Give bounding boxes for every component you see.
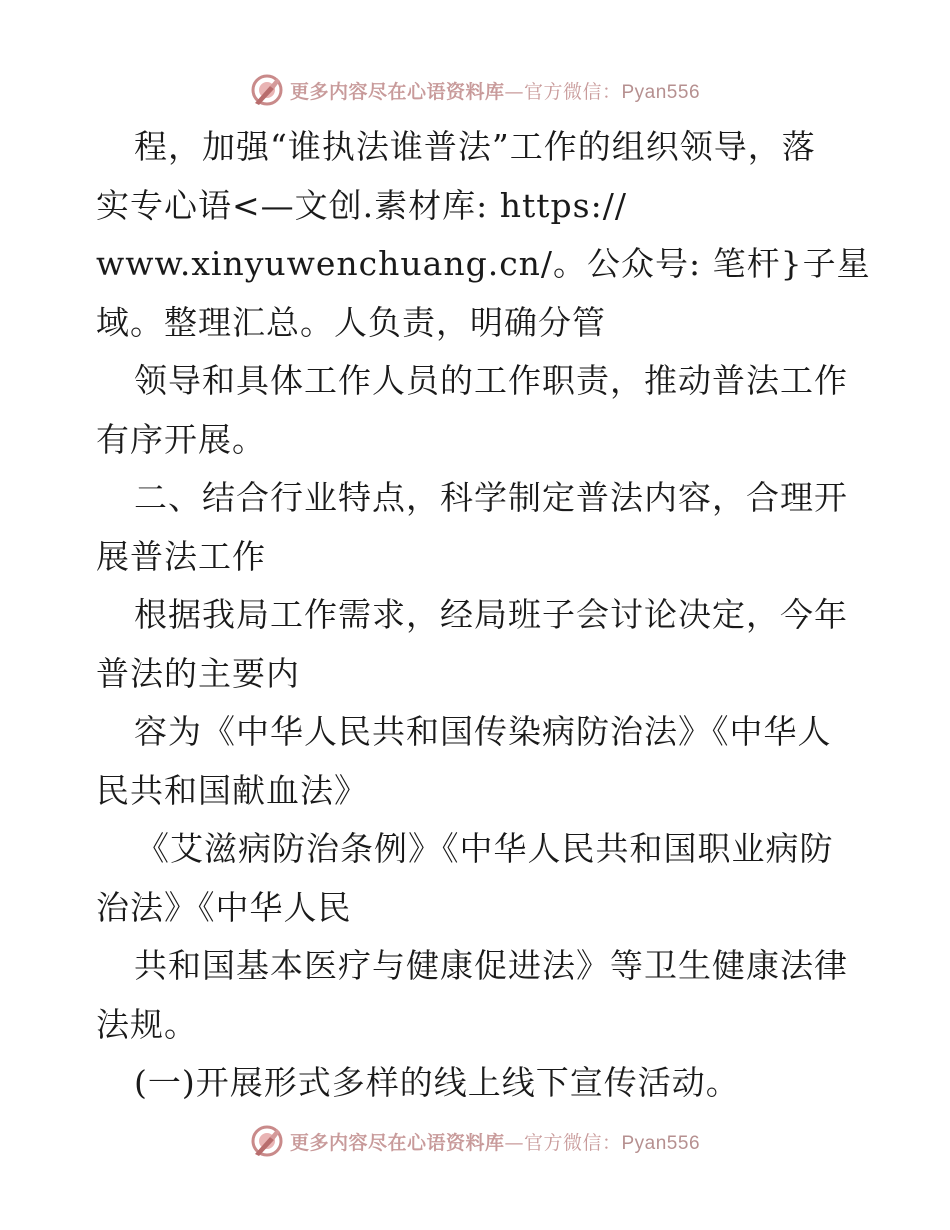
body-line: 普法的主要内 bbox=[96, 653, 300, 693]
document-body bbox=[96, 118, 871, 1113]
section-heading: 二、结合行业特点，科学制定普法内容，合理开 bbox=[134, 478, 848, 517]
banner-text bbox=[290, 77, 700, 104]
body-line: 民共和国献血法》 bbox=[96, 770, 368, 810]
banner-main-text: 更多内容尽在心语资料库 bbox=[289, 1131, 505, 1154]
body-line: 程，加强“谁执法谁普法”工作的组织领导，落 bbox=[134, 127, 816, 166]
banner-main-text: 更多内容尽在心语资料库 bbox=[289, 80, 505, 103]
banner-official-text: 官方微信： bbox=[523, 80, 622, 103]
pen-logo-icon bbox=[250, 73, 284, 107]
footer-banner bbox=[0, 1121, 950, 1161]
body-line: 《艾滋病防治条例》《中华人民共和国职业病防 bbox=[136, 829, 834, 868]
pen-logo-icon bbox=[250, 1124, 284, 1158]
banner-handle: Pyan556 bbox=[621, 81, 701, 103]
body-line: 有序开展。 bbox=[96, 419, 266, 459]
body-line: 共和国基本医疗与健康促进法》等卫生健康法律 bbox=[134, 946, 848, 985]
banner-text bbox=[290, 1128, 700, 1155]
body-line: 展普法工作 bbox=[96, 536, 266, 576]
body-line: 领导和具体工作人员的工作职责，推动普法工作 bbox=[134, 361, 848, 400]
body-line: 容为《中华人民共和国传染病防治法》《中华人 bbox=[134, 712, 832, 751]
body-line: 法规。 bbox=[96, 1004, 198, 1044]
body-line: 治法》《中华人民 bbox=[96, 887, 352, 927]
body-line: 域。整理汇总。人负责，明确分管 bbox=[96, 302, 606, 342]
banner-official-text: 官方微信： bbox=[523, 1131, 622, 1154]
body-line: 根据我局工作需求，经局班子会讨论决定，今年 bbox=[134, 595, 848, 634]
banner-handle: Pyan556 bbox=[621, 1132, 701, 1154]
body-line: www.xinyuwenchuang.cn/。公众号: 笔杆}子星 bbox=[96, 244, 871, 283]
banner-dash: — bbox=[504, 1131, 524, 1154]
header-banner bbox=[0, 70, 950, 110]
body-line: 实专心语<—文创.素材库: https:// bbox=[96, 185, 627, 225]
banner-dash: — bbox=[504, 80, 524, 103]
subsection-heading: (一)开展形式多样的线上线下宣传活动。 bbox=[134, 1063, 740, 1102]
